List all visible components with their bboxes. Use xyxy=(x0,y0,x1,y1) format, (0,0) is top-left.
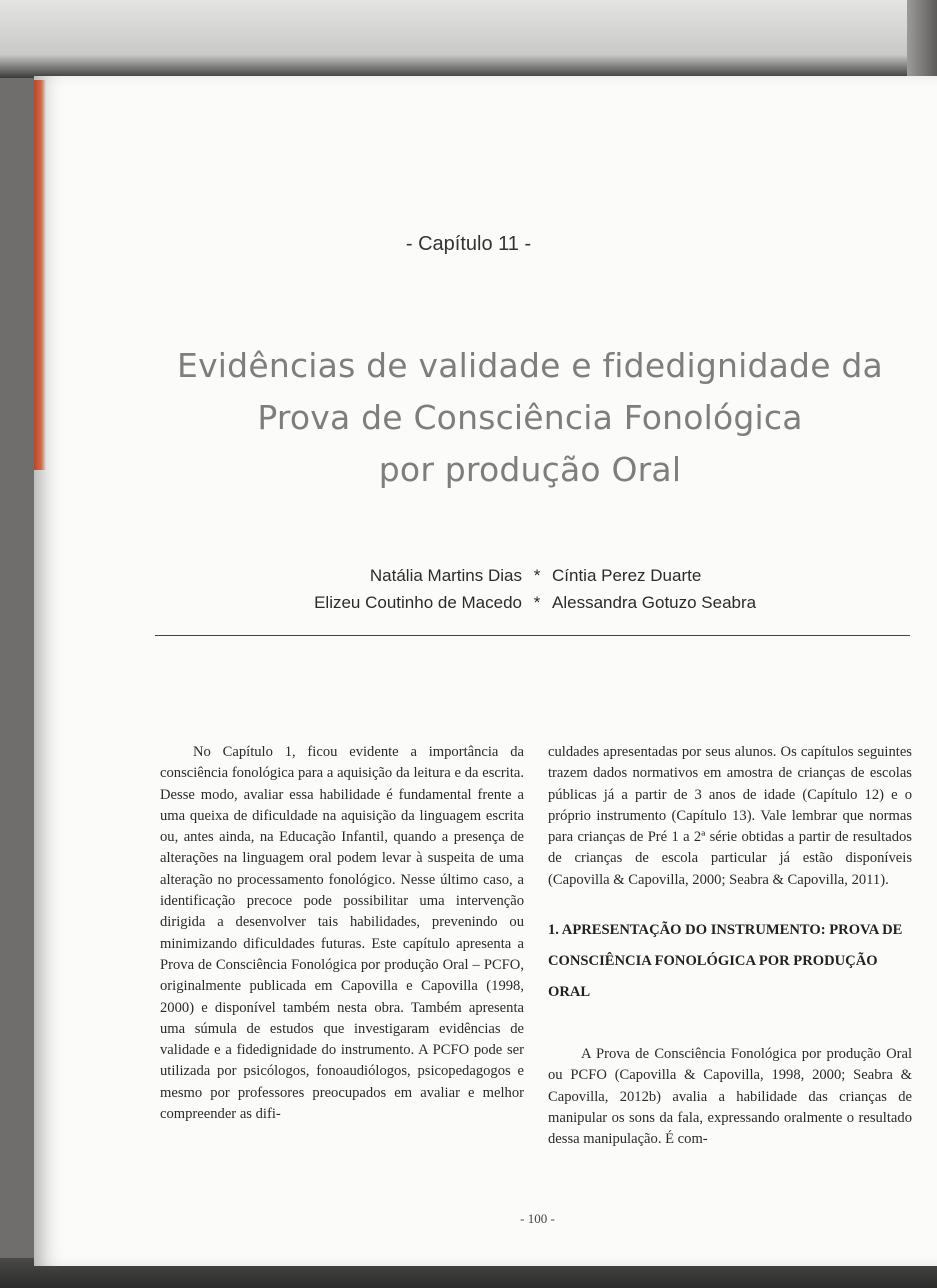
body-paragraph: No Capítulo 1, ficou evidente a importância da consciência fonológica para a aquisição da leitura e da escrita. Desse modo, avaliar essa habilidade é fundamental frente a uma queixa de dificuldade na aquisição da linguagem escrita ou, antes ainda, na Educação Infantil, quando a presença de alterações na linguagem oral podem levar à suspeita de uma alteração no processamento fonológico. Nesse último caso, a identificação precoce pode possibilitar uma intervenção dirigida a desenvolver tais habilidades, prevenindo ou minimizando dificuldades futuras. Este capítulo apresenta a Prova de Consciência Fonológica por produção Oral – PCFO, originalmente publicada em Capovilla e Capovilla (1998, 2000) e disponível também nesta obra. Também apresenta uma súmula de estudos que investigaram evidências de validade e a fidedignidade do instrumento. A PCFO pode ser utilizada por psicólogos, fonoaudiólogos, psicopedagogos e mesmo por professores preocupados em avaliar e melhor compreender as difi- xyxy=(160,744,524,1123)
author-row xyxy=(220,589,840,616)
author-name: Cíntia Perez Duarte xyxy=(552,566,702,585)
text-column-right xyxy=(548,742,912,1151)
chapter-title xyxy=(150,340,910,496)
chapter-title-line: Evidências de validade e fidedignidade da xyxy=(177,346,883,385)
author-name: Alessandra Gotuzo Seabra xyxy=(552,593,757,612)
author-row xyxy=(220,562,840,589)
scan-background-top xyxy=(0,0,937,78)
body-paragraph: A Prova de Consciência Fonológica por produção Oral ou PCFO (Capovilla & Capovilla, 1998, 2000; Seabra & Capovilla, 2012b) avalia a habilidade das crianças de manipular os sons da fala, expressando oralmente o resultado dessa manipulação. É com- xyxy=(548,1046,912,1148)
chapter-title-line: por produção Oral xyxy=(378,450,682,489)
author-separator: * xyxy=(533,566,541,585)
author-separator: * xyxy=(533,593,541,612)
section-heading: 1. APRESENTAÇÃO DO INSTRUMENTO: PROVA DE CONSCIÊNCIA FONOLÓGICA POR PRODUÇÃO ORAL xyxy=(548,922,903,1001)
text-column-left xyxy=(160,742,524,1125)
chapter-label: - Capítulo 11 - xyxy=(405,233,532,255)
author-name: Elizeu Coutinho de Macedo xyxy=(314,593,522,612)
header-divider xyxy=(155,635,910,636)
page-number: - 100 - xyxy=(520,1211,555,1226)
chapter-title-line: Prova de Consciência Fonológica xyxy=(257,398,803,437)
author-name: Natália Martins Dias xyxy=(369,566,522,585)
page-edge-stripe xyxy=(34,80,46,470)
body-paragraph: culdades apresentadas por seus alunos. Os capítulos seguintes trazem dados normativos em amostra de crianças de escolas públicas já a partir de 3 anos de idade (Capítulo 12) e o próprio instrumento (Capítulo 13). Vale lembrar que normas para crianças de Pré 1 a 2ª série obtidas a partir de resultados de crianças de escola particular já estão disponíveis (Capovilla & Capovilla, 2000; Seabra & Capovilla, 2011). xyxy=(548,744,912,888)
author-list xyxy=(220,562,840,616)
